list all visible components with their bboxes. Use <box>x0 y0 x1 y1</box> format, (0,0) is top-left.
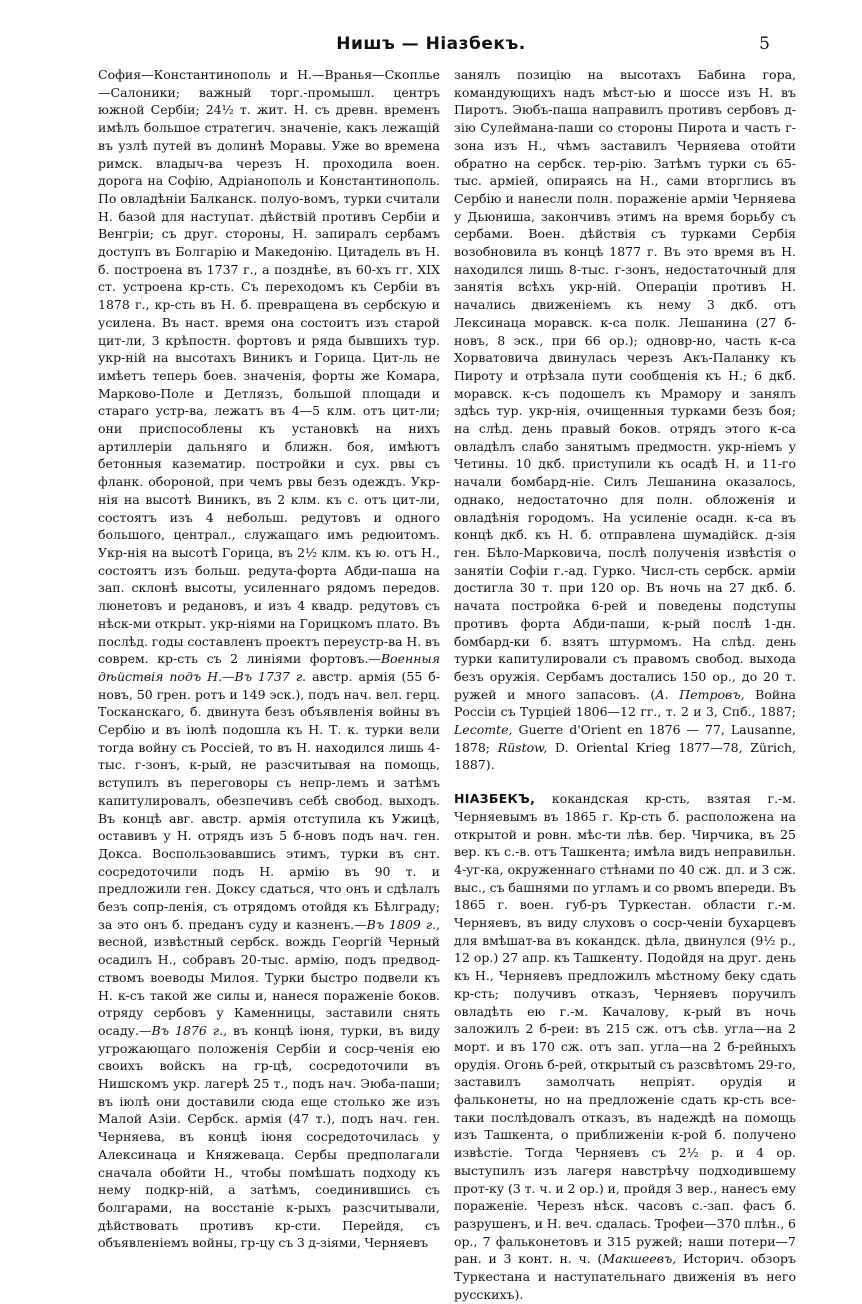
left-column <box>98 66 440 1252</box>
nish-text-2: австр. армія (55 б-новъ, 50 грен. ротъ и 149 эск.), подъ нач. вел. герц. Тосканскаго, б. двинута безъ объявленія войны въ Сербію и въ іюлѣ подошла къ Н. Т. к. турки вели тогда войну съ Россіей, то въ Н. находился лишь 4-тыс. г-зонъ, к-рый, не разсчитывая на помощь, вступилъ въ переговоры съ непр-лемъ и затѣмъ капитулировалъ, обезпечивъ себѣ свобод. выходъ. Въ концѣ авг. австр. армія отступила къ Ужицѣ, оставивъ у Н. отрядъ изъ 5 б-новъ подъ нач. ген. Докса. Воспользовавшись этимъ, турки въ снт. сосредоточили подъ Н. армію въ 90 т. и предложили ген. Доксу сдаться, что онъ и сдѣлалъ безъ сопр-ленія, съ отрядомъ отойдя къ Бѣлграду; за это онъ б. преданъ суду и казненъ. <box>98 668 440 932</box>
nish-text-5: занялъ позицію на высотахъ Бабина гора, командующихъ надъ мѣст-ью и шоссе изъ Н. въ Пиротъ. Эюбъ-паша направилъ противъ сербовъ д-зію Сулеймана-паши со стороны Пирота и часть г-зона изъ Н., чѣмъ заставилъ Черняева отойти обратно на сербск. тер-рію. Затѣмъ турки съ 65-тыс. арміей, опираясь на Н., сами вторглись въ Сербію и нанесли полн. пораженіе арміи Черняева у Дьюниша, закончивъ этимъ на время борьбу съ сербами. Воен. дѣйствія съ турками Сербія возобновила въ концѣ 1877 г. Въ это время въ Н. находился лишь 8-тыс. г-зонъ, недостаточный для занятія всѣхъ укр-ній. Операціи противъ Н. начались движеніемъ къ нему 3 дкб. отъ Лексинаца моравск. к-са полк. Лешанина (27 б-новъ, 8 эск., при 66 ор.); одновр-но, часть к-са Хорватовича двинулась черезъ Акъ-Паланку къ Пироту и отрѣзала пути сообщенія къ Н.; 6 дкб. моравск. к-съ подошелъ къ Мрамору и занялъ здѣсь тур. укр-нія, очищенныя турками безъ боя; на слѣд. день правый боков. отрядъ этого к-са овладѣлъ слабо занятымъ предмостн. укр-ніемъ у Четины. 10 дкб. приступили къ осадѣ Н. и 11-го начали бомбард-ніе. Силъ Лешанина оказалось, однако, недостаточно для полн. обложенія и овладѣнія городомъ. На усиленіе осадн. к-са въ концѣ дкб. къ Н. б. отправлена шумадійск. д-зія ген. Бѣло-Марковича, послѣ полученія извѣстія о занятіи Софіи г.-ад. Гурко. Числ-сть сербск. арміи достигла 30 т. при 120 ор. Въ ночь на 27 дкб. б. начата постройка 6-рей и поведены подступы противъ форта Абди-паши, к-рый послѣ 1-дн. бомбард-ки б. взятъ штурмомъ. На слѣд. день турки капитулировали съ правомъ свобод. выхода безъ оружія. Сербамъ достались 150 ор., до 20 т. ружей и много запасовъ. ( <box>454 67 796 702</box>
citation-author-rustow: Rüstow, <box>497 739 548 755</box>
nish-text-1: София—Константинополь и Н.—Вранья—Скоплье—Салоники; важный торг.-промышл. центръ южной Сербіи; 24½ т. жит. Н. съ древн. временъ имѣлъ большое стратегич. значеніе, какъ лежащій въ узлѣ путей въ долинѣ Моравы. Уже во времена римск. владыч-ва черезъ Н. проходила воен. дорога на Софію, Адріанополь и Константинополь. По овладѣніи Балканск. полуо-вомъ, турки считали Н. базой для наступат. дѣйствій противъ Сербіи и Венгріи; съ друг. стороны, Н. запиралъ сербамъ доступъ въ Болгарію и Македонію. Цитадель въ Н. б. построена въ 1737 г., а позднѣе, въ 60-хъ гг. XIX ст. устроена кр-сть. Съ переходомъ къ Сербіи въ 1878 г., кр-сть въ Н. б. превращена въ сербскую и усилена. Въ наст. время она состоитъ изъ старой цит-ли, 3 крѣпостн. фортовъ и ряда бывшихъ тур. укр-ній на высотахъ Виникъ и Горица. Цит-ль не имѣетъ теперь боев. значенія, форты же Комара, Марково-Поле и Детлязъ, большой площади и стараго устр-ва, лежатъ въ 4—5 клм. отъ цит-ли; они приспособлены къ установкѣ на нихъ артиллеріи дальняго и ближн. боя, имѣютъ бетонныя казематир. постройки и сух. рвы съ фланк. обороной, при чемъ рвы безъ одеждъ. Укр-нія на высотѣ Виникъ, въ 2 клм. къ с. отъ цит-ли, состоятъ изъ 4 небольш. редутовъ и одного большого, централ., служащаго имъ редюитомъ. Укр-нія на высотѣ Горица, въ 2½ клм. къ ю. отъ Н., состоятъ изъ больш. редута-форта Абди-паша на зап. склонѣ высоты, усиленнаго рядомъ передов. люнетовъ и редановъ, и изъ 4 квадр. редутовъ съ нѣск-ми открыт. укр-ніями на Горицкомъ плато. Въ послѣд. годы составленъ проектъ переустр-ва Н. въ соврем. кр-сть съ 2 линіями фортовъ. <box>98 67 440 667</box>
nish-year-1876: —Въ 1876 г., <box>139 1022 228 1038</box>
nish-military-heading: —Военныя дѣйствія подъ Н.—Въ 1737 г. <box>98 651 440 684</box>
headword-niazbek: НІАЗБЕКЪ, <box>454 791 536 807</box>
niazbek-text: кокандская кр-сть, взятая г.-м. Черняевымъ въ 1865 г. Кр-сть б. расположена на открытой и ровн. мѣс-ти лѣв. бер. Чирчика, въ 25 вер. къ с.-в. отъ Ташкента; имѣла видъ неправильн. 4-уг-ка, окруженнаго стѣнами по 40 сж. дл. и 3 сж. выс., съ башнями по угламъ и со рвомъ впереди. Въ 1865 г. воен. губ-ръ Туркестан. области г.-м. Черняевъ, въ виду слуховъ о соср-ченіи бухарцевъ для вмѣшат-ва въ кокандск. дѣла, двинулся (9½ р., 12 ор.) 27 апр. къ Ташкенту. Подойдя на друг. день къ Н., Черняевъ предложилъ мѣстному беку сдать кр-сть; получивъ отказъ, Черняевъ поручилъ овладѣть ею г.-м. Качалову, к-рый въ ночь заложилъ 2 б-реи: въ 215 сж. отъ сѣв. угла—на 2 морт. и въ 170 сж. отъ зап. угла—на 2 б-рейныхъ орудія. Огонь б-рей, открытый съ разсвѣтомъ 29-го, заставилъ замолчать непріят. орудія и фальконеты, но на предложеніе сдать кр-сть все-таки послѣдовалъ отказъ, въ надеждѣ на помощь изъ Ташкента, о приближеніи к-рой б. получено извѣстіе. Тогда Черняевъ съ 2½ р. и 4 ор. выступилъ изъ лагеря навстрѣчу подходившему прот-ку (3 т. ч. и 2 ор.) и, пройдя 3 вер., нанесъ ему пораженіе. Черезъ нѣск. часовъ с.-зап. фасъ б. разрушенъ, и Н. веч. сдалась. Трофеи—370 плѣн., 6 ор., 7 фальконетовъ и 315 ружей; наши потери—7 ран. и 3 конт. н. ч. ( <box>454 791 796 1267</box>
nish-text-4: въ концѣ іюня, турки, въ виду угрожающаго положенія Сербіи и соср-ченія ею своихъ войскъ на гр-цѣ, сосредоточили въ Нишскомъ укр. лагерѣ 25 т., подъ нач. Эюба-паши; въ іюлѣ они доставили сюда еще столько же изъ Малой Азіи. Сербск. армія (47 т.), подъ нач. ген. Черняева, въ концѣ іюня сосредоточилась у Алексинаца и Княжеваца. Сербы предполагали сначала обойти Н., чтобы помѣшать подходу къ нему подкр-ній, а затѣмъ, соединившись съ болгарами, на восстаніе к-рыхъ разсчитывали, дѣйствовать противъ кр-сти. Перейдя, съ объявленіемъ войны, гр-цу съ 3 д-зіями, Черняевъ <box>98 1022 440 1251</box>
article-nish-end <box>454 66 796 774</box>
citation-3: D. Oriental Krieg 1877—78, Zürich, 1887). <box>454 739 796 773</box>
article-nish-continued <box>98 66 440 1252</box>
citation-1: Война Россіи съ Турціей 1806—12 гг., т. 2 и 3, Спб., 1887; <box>454 686 796 720</box>
article-niazbek <box>454 790 796 1303</box>
citation-author-petrov: А. Петровъ, <box>655 686 745 702</box>
citation-author-lecomte: Lecomte, <box>454 722 513 738</box>
nish-year-1809: —Въ 1809 г., <box>354 916 440 932</box>
nish-text-3: весной, извѣстный сербск. вождь Георгій Черный осадилъ Н., собравъ 20-тыс. армію, подъ предвод-ствомъ воеводы Милоя. Турки быстро подвели къ Н. к-съ такой же силы и, нанеся пораженіе боков. отряду сербовъ у Каменницы, заставили снять осаду. <box>98 934 440 1038</box>
niazbek-citation: Историч. обзоръ Туркестана и наступательнаго движенія въ него русскихъ). <box>454 1251 796 1302</box>
right-column <box>454 66 796 1304</box>
page-number: 5 <box>759 34 770 54</box>
citation-2: Guerre d'Orient en 1876 — 77, Lausanne, 1878; <box>454 722 796 755</box>
running-head <box>0 34 862 58</box>
running-head-title: Нишъ — Ніазбекъ. <box>336 34 526 54</box>
citation-author-maksheev: Макшеевъ, <box>602 1251 677 1267</box>
